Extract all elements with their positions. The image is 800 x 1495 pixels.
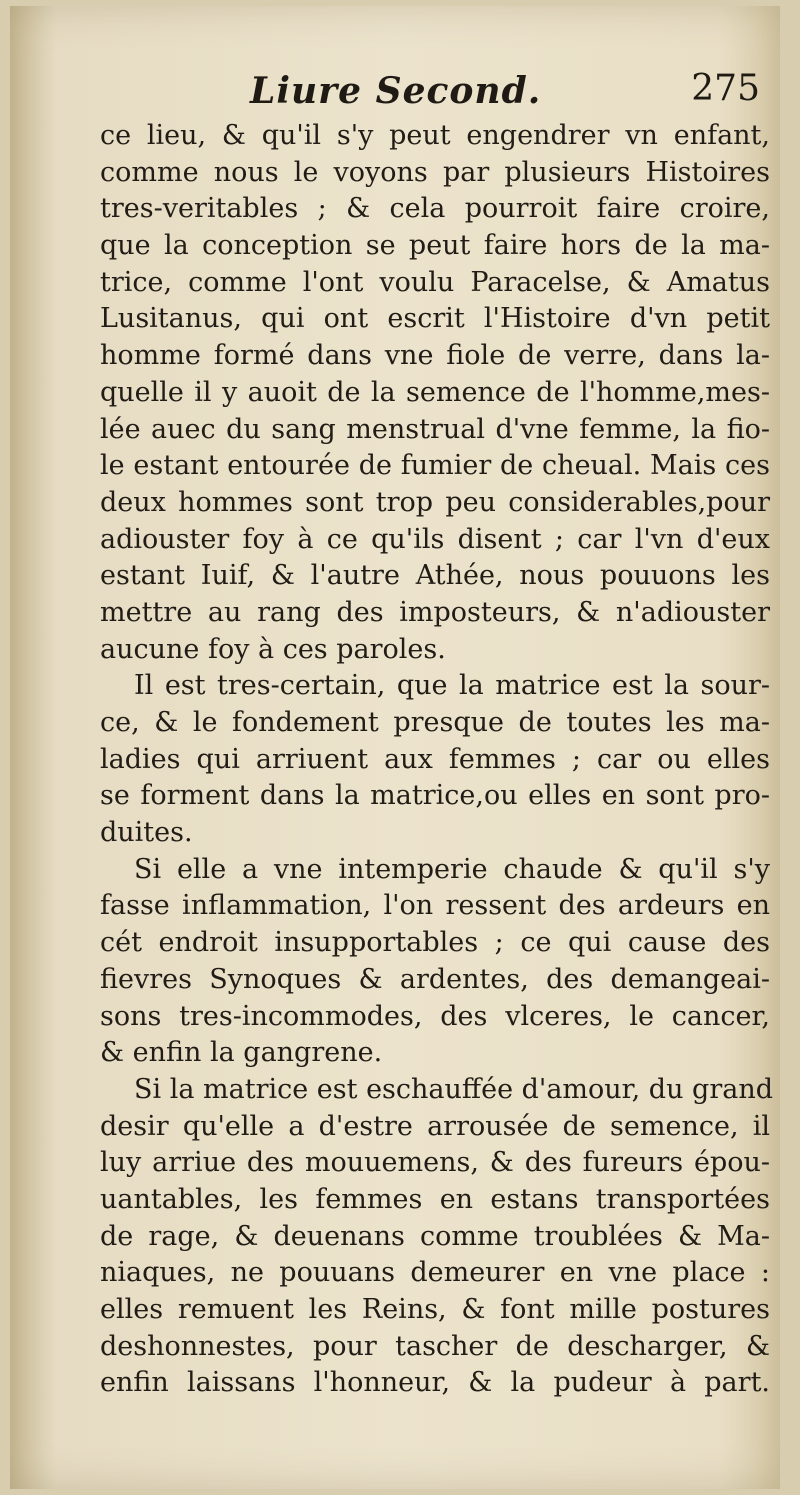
text-line: lée auec du sang menstrual d'vne femme, la fio-: [100, 413, 770, 445]
text-line: trice, comme l'ont voulu Paracelse, & Amatus: [100, 266, 770, 298]
text-line: Lusitanus, qui ont escrit l'Histoire d'vn petit: [100, 303, 770, 335]
text-line: luy arriue des mouuemens, & des fureurs épou-: [100, 1147, 770, 1179]
text-line: se forment dans la matrice,ou elles en sont pro-: [100, 780, 770, 812]
text-line: cét endroit insupportables ; ce qui cause des: [100, 927, 770, 959]
text-line: Si elle a vne intemperie chaude & qu'il s'y: [134, 853, 770, 885]
text-line: ce lieu, & qu'il s'y peut engendrer vn enfant,: [100, 120, 770, 151]
text-line: ce, & le fondement presque de toutes les ma-: [100, 707, 770, 738]
text-line: enfin laissans l'honneur, & la pudeur à part.: [100, 1367, 770, 1399]
text-line: fasse inflammation, l'on ressent des ardeurs en: [100, 890, 770, 922]
text-line: sons tres-incommodes, des vlceres, le cancer,: [100, 1000, 770, 1032]
text-line: que la conception se peut faire hors de la ma-: [100, 230, 770, 262]
text-line: ladies qui arriuent aux femmes ; car ou elles: [100, 743, 770, 775]
text-line: & enfin la gangrene.: [100, 1037, 383, 1069]
paragraph: [100, 118, 780, 668]
running-title: Liure Second.: [250, 70, 542, 112]
text-line: desir qu'elle a d'estre arrousée de semence, il: [100, 1110, 770, 1142]
text-line: tres-veritables ; & cela pourroit faire croire,: [100, 193, 770, 225]
text-line: homme formé dans vne fiole de verre, dans la-: [100, 340, 770, 372]
text-line: deux hommes sont trop peu considerables,pour: [100, 486, 770, 518]
text-line: le estant entourée de fumier de cheual. Mais ces: [100, 450, 770, 482]
text-line: duites.: [100, 817, 193, 849]
body-text: [100, 118, 780, 1402]
text-line: mettre au rang des imposteurs, & n'adiouster: [100, 596, 770, 628]
text-line: fievres Synoques & ardentes, des demangeai-: [100, 963, 770, 995]
text-line: elles remuent les Reins, & font mille postures: [100, 1294, 770, 1325]
page-number: 275: [691, 68, 760, 109]
text-line: niaques, ne pouuans demeurer en vne place :: [100, 1257, 770, 1289]
paragraph: [100, 852, 780, 1072]
text-line: uantables, les femmes en estans transportées: [100, 1183, 770, 1215]
paragraph: [100, 668, 780, 851]
paragraph: [100, 1072, 780, 1402]
text-line: deshonnestes, pour tascher de descharger, &: [100, 1330, 770, 1362]
text-line: aucune foy à ces paroles.: [100, 633, 446, 665]
text-line: Si la matrice est eschauffée d'amour, du grand: [134, 1073, 773, 1105]
text-line: de rage, & deuenans comme troublées & Ma-: [100, 1220, 770, 1252]
text-line: quelle il y auoit de la semence de l'homme,mes-: [100, 376, 770, 408]
text-line: estant Iuif, & l'autre Athée, nous pouuons les: [100, 560, 770, 592]
text-line: Il est tres-certain, que la matrice est la sour-: [134, 670, 770, 702]
text-line: adiouster foy à ce qu'ils disent ; car l'vn d'eux: [100, 523, 770, 555]
text-line: comme nous le voyons par plusieurs Histoires: [100, 156, 770, 188]
